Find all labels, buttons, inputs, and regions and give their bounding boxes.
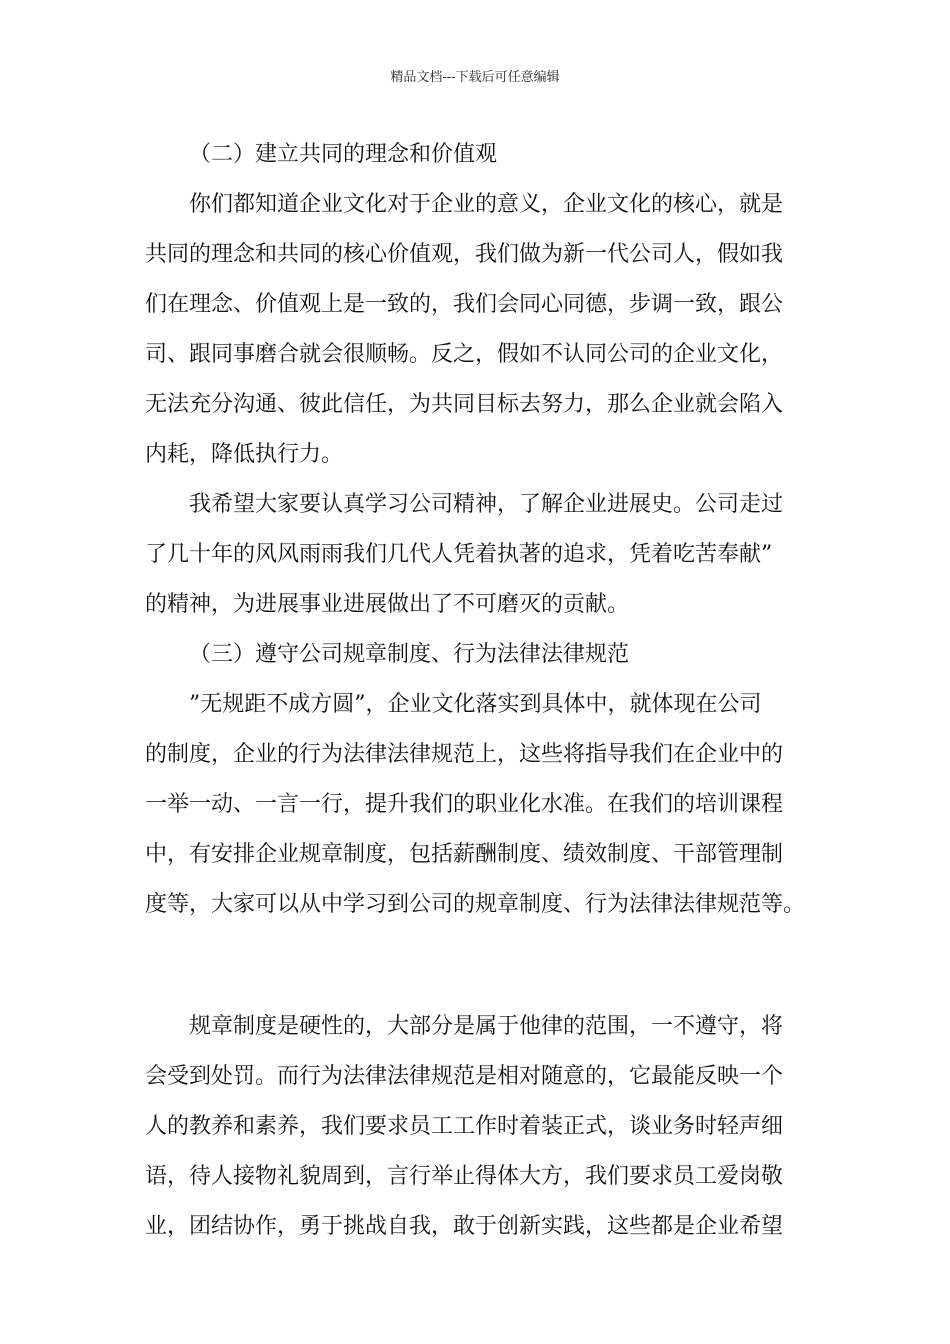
paragraph-line: 共同的理念和共同的核心价值观，我们做为新一代公司人，假如我 [145,242,784,267]
paragraph-line: 的制度，企业的行为法律法律规范上，这些将指导我们在企业中的 [145,742,784,767]
paragraph-line: 的精神，为进展事业进展做出了不可磨灭的贡献。 [145,592,630,617]
paragraph-line: 业，团结协作，勇于挑战自我，敢于创新实践，这些都是企业希望 [145,1214,784,1239]
paragraph-line: 无法充分沟通、彼此信任，为共同目标去努力，那么企业就会陷入 [145,392,784,417]
page-header: 精品文档---下载后可任意编辑 [390,70,560,85]
paragraph-line: 一举一动、一言一行，提升我们的职业化水准。在我们的培训课程 [145,792,784,817]
paragraph-line: 会受到处罚。而行为法律法律规范是相对随意的，它最能反映一个 [145,1064,784,1089]
section-heading-2: （二）建立共同的理念和价值观 [189,142,498,167]
paragraph-line: 语，待人接物礼貌周到，言行举止得体大方，我们要求员工爱岗敬 [145,1164,784,1189]
paragraph-line: 内耗，降低执行力。 [145,442,344,467]
paragraph-line: 们在理念、价值观上是一致的，我们会同心同德，步调一致，跟公 [145,292,784,317]
paragraph-line: ”无规距不成方圆”，企业文化落实到具体中，就体现在公司 [189,692,762,717]
paragraph-line: 人的教养和素养，我们要求员工工作时着装正式，谈业务时轻声细 [145,1114,784,1139]
blank-spacer [145,980,825,1002]
blank-spacer [145,930,825,980]
paragraph-line: 我希望大家要认真学习公司精神，了解企业进展史。公司走过 [189,492,784,517]
section-heading-3: （三）遵守公司规章制度、行为法律法律规范 [189,642,630,667]
paragraph-line: 中，有安排企业规章制度，包括薪酬制度、绩效制度、干部管理制 [145,842,784,867]
paragraph-line: 了几十年的风风雨雨我们几代人凭着执著的追求，凭着吃苦奉献” [145,542,773,567]
paragraph-line: 司、跟同事磨合就会很顺畅。反之，假如不认同公司的企业文化， [145,342,784,367]
paragraph-line: 度等，大家可以从中学习到公司的规章制度、行为法律法律规范等。 [145,892,806,917]
document-body [145,130,825,1252]
paragraph-line: 你们都知道企业文化对于企业的意义，企业文化的核心，就是 [189,192,784,217]
paragraph-line: 规章制度是硬性的，大部分是属于他律的范围，一不遵守，将 [189,1014,784,1039]
